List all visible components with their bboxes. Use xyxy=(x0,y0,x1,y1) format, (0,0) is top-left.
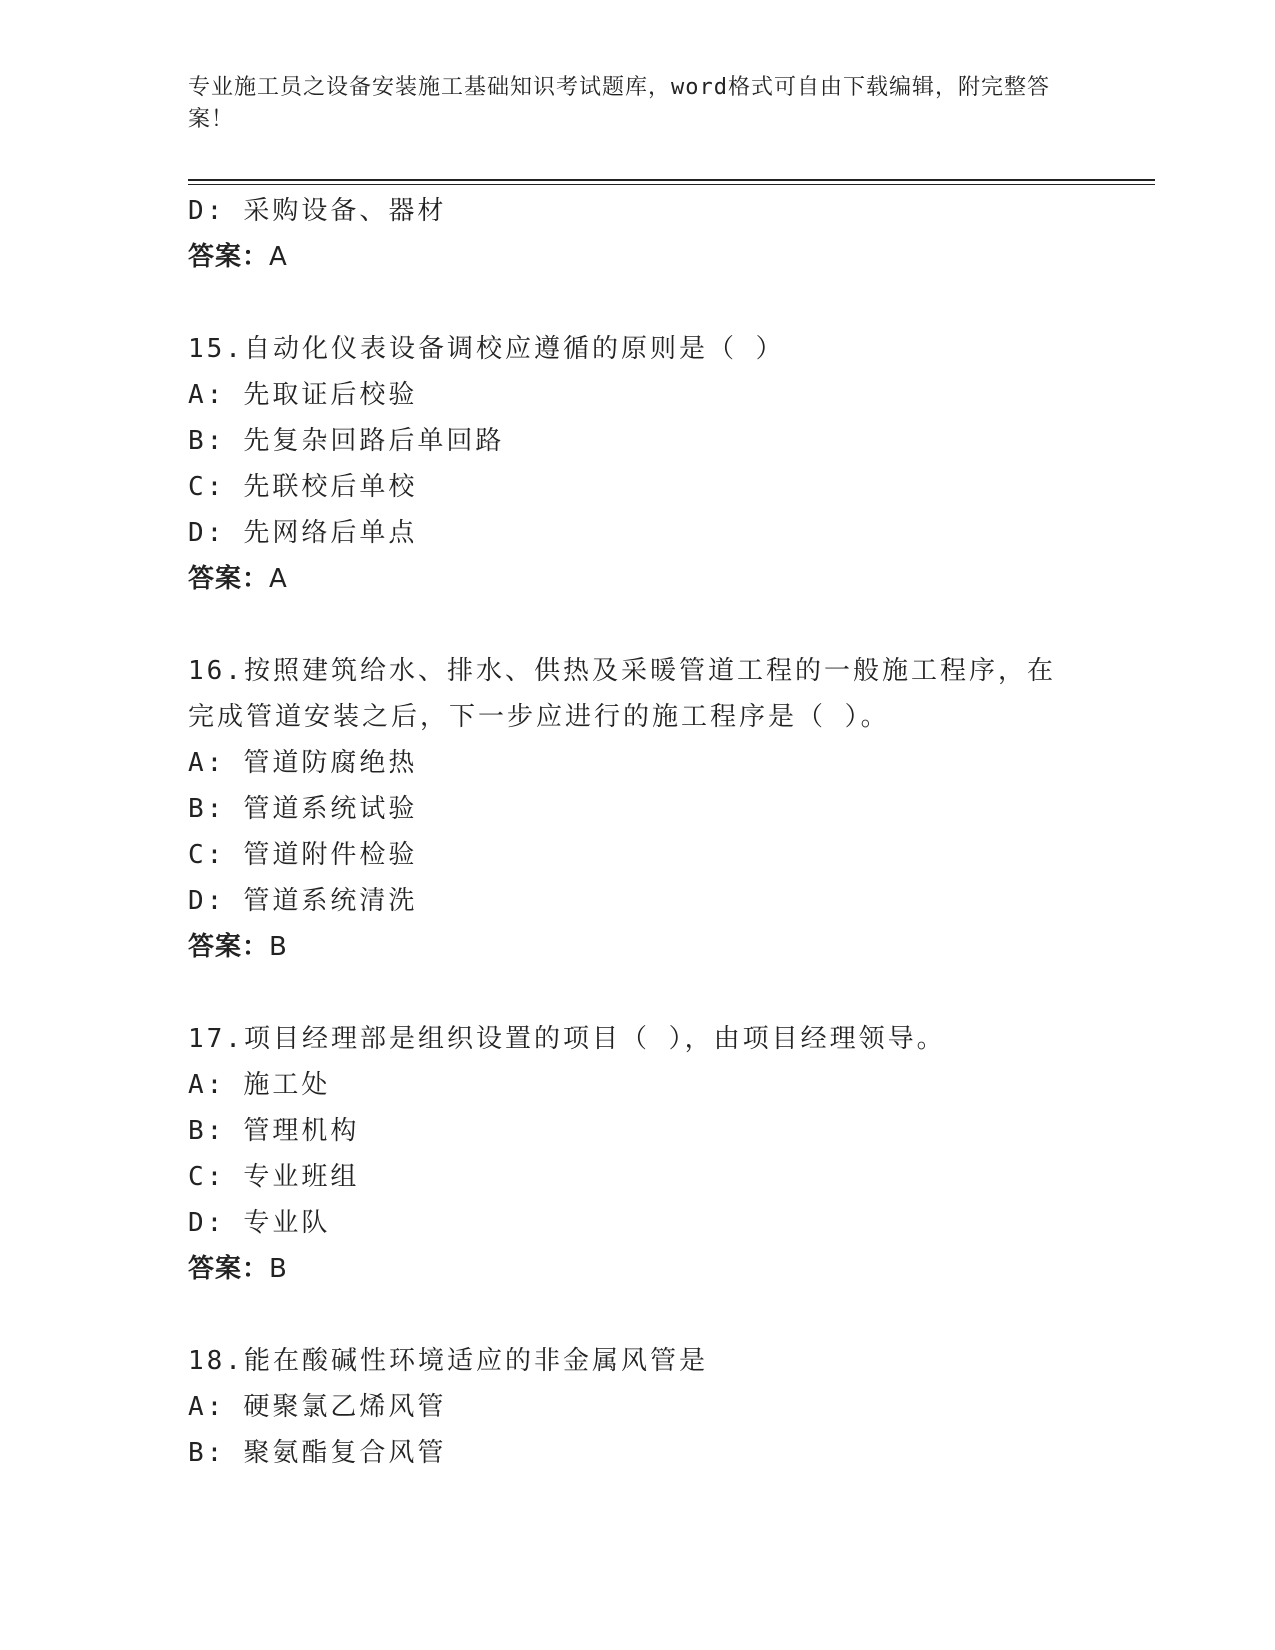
answer-label: 答案： xyxy=(188,1254,270,1284)
answer-value: B xyxy=(269,932,288,962)
option-text: 先复杂回路后单回路 xyxy=(243,426,505,456)
option-text: 管道防腐绝热 xyxy=(243,748,418,778)
option-text: 管道附件检验 xyxy=(243,840,418,870)
option-b xyxy=(188,786,1088,832)
option-text: 管道系统清洗 xyxy=(243,886,418,916)
option-letter: D: xyxy=(188,1208,226,1238)
question-stem: 18.能在酸碱性环境适应的非金属风管是 xyxy=(188,1346,708,1376)
option-text: 聚氨酯复合风管 xyxy=(243,1438,447,1468)
question-list xyxy=(188,188,1088,1476)
option-c xyxy=(188,464,1088,510)
option-c xyxy=(188,1154,1088,1200)
answer-label: 答案： xyxy=(188,564,270,594)
option-letter: A: xyxy=(188,380,226,410)
header-divider-thick xyxy=(188,179,1155,181)
option-letter: A: xyxy=(188,748,226,778)
answer-line xyxy=(188,556,1088,602)
option-letter: A: xyxy=(188,1070,226,1100)
option-text: 管理机构 xyxy=(243,1116,360,1146)
option-letter: D: xyxy=(188,886,226,916)
option-a xyxy=(188,1384,1088,1430)
option-text: 管道系统试验 xyxy=(243,794,418,824)
header-divider-thin xyxy=(188,184,1155,185)
option-text: 施工处 xyxy=(243,1070,331,1100)
answer-label: 答案： xyxy=(188,932,270,962)
question-stem: 15.自动化仪表设备调校应遵循的原则是（ ） xyxy=(188,334,785,364)
option-text: 先联校后单校 xyxy=(243,472,418,502)
option-letter: D: xyxy=(188,196,226,226)
option-c xyxy=(188,832,1088,878)
answer-value: B xyxy=(269,1254,288,1284)
option-a xyxy=(188,740,1088,786)
option-text: 专业班组 xyxy=(243,1162,360,1192)
option-text: 先网络后单点 xyxy=(243,518,418,548)
option-d xyxy=(188,878,1088,924)
document-header: 专业施工员之设备安装施工基础知识考试题库，word格式可自由下载编辑，附完整答案！ xyxy=(188,75,1050,132)
option-letter: A: xyxy=(188,1392,226,1422)
option-b xyxy=(188,418,1088,464)
answer-value: A xyxy=(269,564,288,594)
option-a xyxy=(188,372,1088,418)
option-letter: B: xyxy=(188,1438,226,1468)
option-letter: D: xyxy=(188,518,226,548)
option-text: 先取证后校验 xyxy=(243,380,418,410)
option-d xyxy=(188,188,1088,234)
option-letter: C: xyxy=(188,840,226,870)
answer-line xyxy=(188,924,1088,970)
option-letter: C: xyxy=(188,1162,226,1192)
answer-label: 答案： xyxy=(188,242,270,272)
option-text: 专业队 xyxy=(243,1208,331,1238)
option-text: 硬聚氯乙烯风管 xyxy=(243,1392,447,1422)
option-d xyxy=(188,510,1088,556)
option-letter: B: xyxy=(188,1116,226,1146)
option-letter: C: xyxy=(188,472,226,502)
option-a xyxy=(188,1062,1088,1108)
answer-value: A xyxy=(269,242,288,272)
answer-line xyxy=(188,234,1088,280)
option-d xyxy=(188,1200,1088,1246)
option-b xyxy=(188,1430,1088,1476)
answer-line xyxy=(188,1246,1088,1292)
question-stem: 16.按照建筑给水、排水、供热及采暖管道工程的一般施工程序，在完成管道安装之后，下一步应进行的施工程序是（ ）。 xyxy=(188,656,1056,732)
question-stem: 17.项目经理部是组织设置的项目（ ），由项目经理领导。 xyxy=(188,1024,946,1054)
option-letter: B: xyxy=(188,794,226,824)
option-letter: B: xyxy=(188,426,226,456)
option-text: 采购设备、器材 xyxy=(243,196,447,226)
option-b xyxy=(188,1108,1088,1154)
